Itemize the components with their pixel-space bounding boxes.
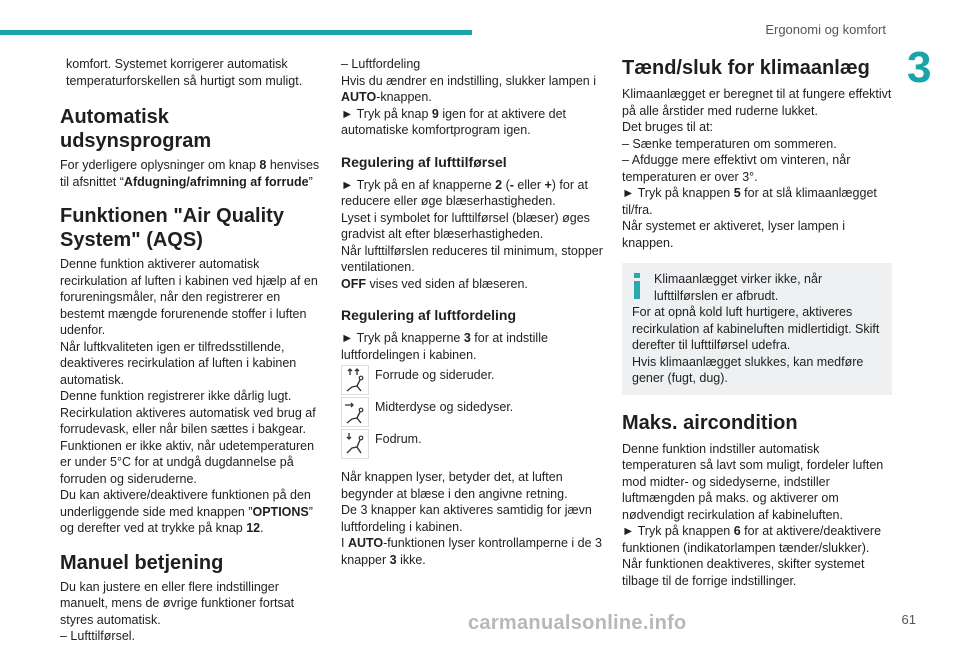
column-left — [60, 56, 325, 645]
heading-ac-on-off: Tænd/sluk for klimaanlæg — [622, 57, 870, 79]
heading-max-ac: Maks. aircondition — [622, 411, 798, 434]
aqs-text-2: Når luftkvaliteten igen er tilfredsstillende, deaktiveres recirkulation af luften i kabinen automatisk. — [60, 339, 297, 387]
page-number: 61 — [901, 612, 916, 627]
auto-visibility-text: For yderligere oplysninger om knap 8 henvises til afsnittet “Afdugning/afrimning af forrude” — [60, 158, 320, 189]
distribution-label-vents: Midterdyse og sidedyser. — [375, 400, 514, 414]
distribution-option-vents — [341, 397, 603, 427]
heading-air-flow: Regulering af lufttilførsel — [341, 153, 507, 170]
footwell-airflow-icon — [341, 429, 369, 459]
aqs-text-5: Funktionen er ikke aktiv, når udetemperaturen er under 5°C for at undgå dugdannelse på forruden og sideruderne. — [60, 438, 315, 486]
air-flow-text-2: Lyset i symbolet for lufttilførsel (blæser) øges gradvist alt efter blæserhastigheden. — [341, 210, 590, 241]
air-flow-text-4: OFF vises ved siden af blæseren. — [341, 276, 528, 291]
info-note-text-2: For at opnå kold luft hurtigere, aktiveres recirkulation af kabineluften midlertidigt. Skift derefter til lufttilførsel udefra. — [632, 305, 880, 352]
section-title: Ergonomi og komfort — [765, 22, 886, 37]
air-flow-text-3: Når lufttilførslen reduceres til minimum, stopper ventilationen. — [341, 243, 603, 274]
list-item-distribution: – Luftfordeling — [341, 57, 421, 71]
air-distribution-text: ► Tryk på knapperne 3 for at indstille luftfordelingen i kabinen. — [341, 331, 548, 362]
reactivate-text: ► Tryk på knap 9 igen for at aktivere det automatiske komfortprogram igen. — [341, 106, 566, 137]
heading-auto-visibility: Automatisk udsynsprogram — [60, 106, 212, 152]
auto-lamp-text: Hvis du ændrer en indstilling, slukker lampen i AUTO-knappen. — [341, 73, 596, 104]
aqs-text-4: Recirkulation aktiveres automatisk ved brug af forrudevask, eller når bilen sættes i bakgear. — [60, 405, 316, 436]
info-icon — [632, 273, 642, 299]
distribution-label-footwell: Fodrum. — [375, 432, 422, 446]
ac-text-3: – Sænke temperaturen om sommeren. — [622, 136, 837, 151]
max-ac-text-1: Denne funktion indstiller automatisk temperaturen så lavt som muligt, fordeler luften mod midter- og sidedyserne, indstiller luftmængden på maks. og aktiverer om nødvendigt recirkulation af kabineluften. — [622, 441, 884, 522]
aqs-text-1: Denne funktion aktiverer automatisk recirkulation af luften i kabinen ved hjælp af en forureningsmåler, når den registrerer en bestemt mængde forurenende stoffer i luften udenfor. — [60, 257, 318, 337]
info-note-text-1: Klimaanlægget virker ikke, når lufttilførslen er afbrudt. — [654, 272, 823, 303]
ac-text-2: Det bruges til at: — [622, 120, 714, 134]
distribution-text-2: De 3 knapper kan aktiveres samtidig for jævn luftfordeling i kabinen. — [341, 503, 592, 534]
heading-manual: Manuel betjening — [60, 551, 224, 574]
manual-list-item: – Lufttilførsel. — [60, 629, 136, 643]
max-ac-text-3: Når funktionen deaktiveres, skifter systemet tilbage til de forrige indstillinger. — [622, 557, 865, 588]
ac-text-4: – Afdugge mere effektivt om vinteren, når temperaturen er over 3°. — [622, 153, 851, 184]
distribution-option-footwell — [341, 429, 603, 459]
chapter-number: 3 — [907, 43, 932, 92]
vents-airflow-icon — [341, 397, 369, 427]
intro-text: komfort. Systemet korrigerer automatisk temperaturforskellen så hurtigt som muligt. — [66, 57, 303, 88]
air-flow-text-1: ► Tryk på en af knapperne 2 (- eller +) for at reducere eller øge blæserhastigheden. — [341, 177, 588, 208]
heading-aqs: Funktionen "Air Quality System" (AQS) — [60, 205, 284, 251]
windscreen-airflow-icon — [341, 365, 369, 395]
ac-text-6: Når systemet er aktiveret, lyser lampen i knappen. — [622, 219, 845, 250]
distribution-text-3: I AUTO-funktionen lyser kontrollamperne i de 3 knapper 3 ikke. — [341, 536, 603, 567]
aqs-text-3: Denne funktion registrerer ikke dårlig lugt. — [60, 389, 292, 403]
column-middle — [341, 56, 603, 568]
heading-air-distribution: Regulering af luftfordeling — [341, 307, 516, 323]
max-ac-text-2: ► Tryk på knappen 6 for at aktivere/deaktivere funktionen (indikatorlampen tænder/slukker). — [622, 524, 882, 555]
header-accent-bar — [0, 30, 472, 35]
watermark-text: carmanualsonline.info — [468, 612, 687, 634]
distribution-option-windscreen — [341, 365, 603, 395]
distribution-label-windscreen: Forrude og sideruder. — [375, 368, 495, 382]
aqs-text-6: Du kan aktivere/deaktivere funktionen på den underliggende side med knappen ”OPTIONS” og derefter ved at trykke på knap 12. — [60, 488, 313, 535]
info-note-text-3: Hvis klimaanlægget slukkes, kan medføre gener (fugt, dug). — [632, 354, 864, 385]
distribution-text-1: Når knappen lyser, betyder det, at luften begynder at blæse i den angivne retning. — [341, 470, 568, 501]
manual-text: Du kan justere en eller flere indstillinger manuelt, mens de øvrige funktioner fortsat styres automatisk. — [60, 579, 295, 627]
ac-text-5: ► Tryk på knappen 5 for at slå klimaanlægget til/fra. — [622, 186, 877, 217]
ac-text-1: Klimaanlægget er beregnet til at fungere effektivt på alle årstider med ruderne lukket. — [622, 87, 892, 118]
column-right — [622, 56, 892, 589]
info-note — [622, 263, 892, 395]
